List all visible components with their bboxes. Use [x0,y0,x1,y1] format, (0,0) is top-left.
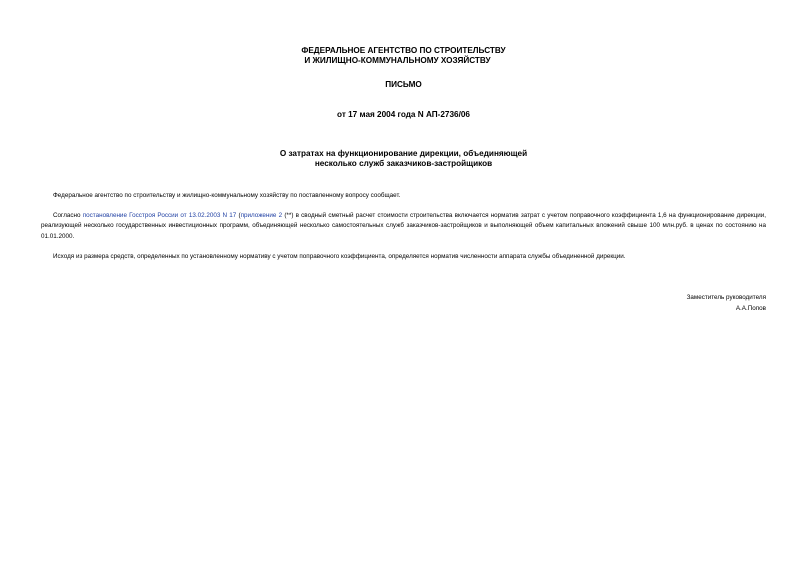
paragraph-prefix: Согласно [53,212,83,219]
agency-name [0,46,807,66]
agency-name-line1: ФЕДЕРАЛЬНОЕ АГЕНТСТВО ПО СТРОИТЕЛЬСТВУ [301,46,506,55]
appendix-link[interactable]: приложение 2 [240,212,283,219]
body-paragraph-1 [41,191,766,201]
paragraph-mid1: ( [236,212,241,219]
subject-line1: О затратах на функционирование дирекции, объединяющей [279,149,528,158]
body-paragraph-3 [41,252,766,262]
subject-line2: несколько служб заказчиков-застройщиков [314,159,493,168]
paragraph-text [41,211,766,242]
body-paragraph-2 [41,211,766,242]
document-date-number: от 17 мая 2004 года N АП-2736/06 [337,110,470,119]
signatory-name: А.А.Попов [735,305,766,312]
paragraph-mid2: (**) в сводный сметный расчет стоимости строительства включается норматив затрат с учетом поправочного коэффициента 1,6 на функционирование дирекции, реализующей несколько государственных инвестиционных программ, объединяющей несколько самостоятельных служб заказчиков-застройщиков и выполняющей объем капитальных вложений свыше 100 млн.руб. в ценах по состоянию на 01.01.2000. [41,212,766,240]
paragraph-text: Федеральное агентство по строительству и жилищно-коммунальному хозяйству по поставленному вопросу сообщает. [53,192,401,199]
document-type: ПИСЬМО [385,80,422,89]
paragraph-text: Исходя из размера средств, определенных по установленному нормативу с учетом поправочного коэффициента, определяется норматив численности аппарата службы объединенной дирекции. [53,253,626,260]
decree-link[interactable]: постановление Госстроя России от 13.02.2003 N 17 [82,212,237,219]
agency-name-line2: И ЖИЛИЩНО-КОММУНАЛЬНОМУ ХОЗЯЙСТВУ [304,56,491,65]
document-subject [0,149,807,169]
signatory-title: Заместитель руководителя [686,294,766,301]
